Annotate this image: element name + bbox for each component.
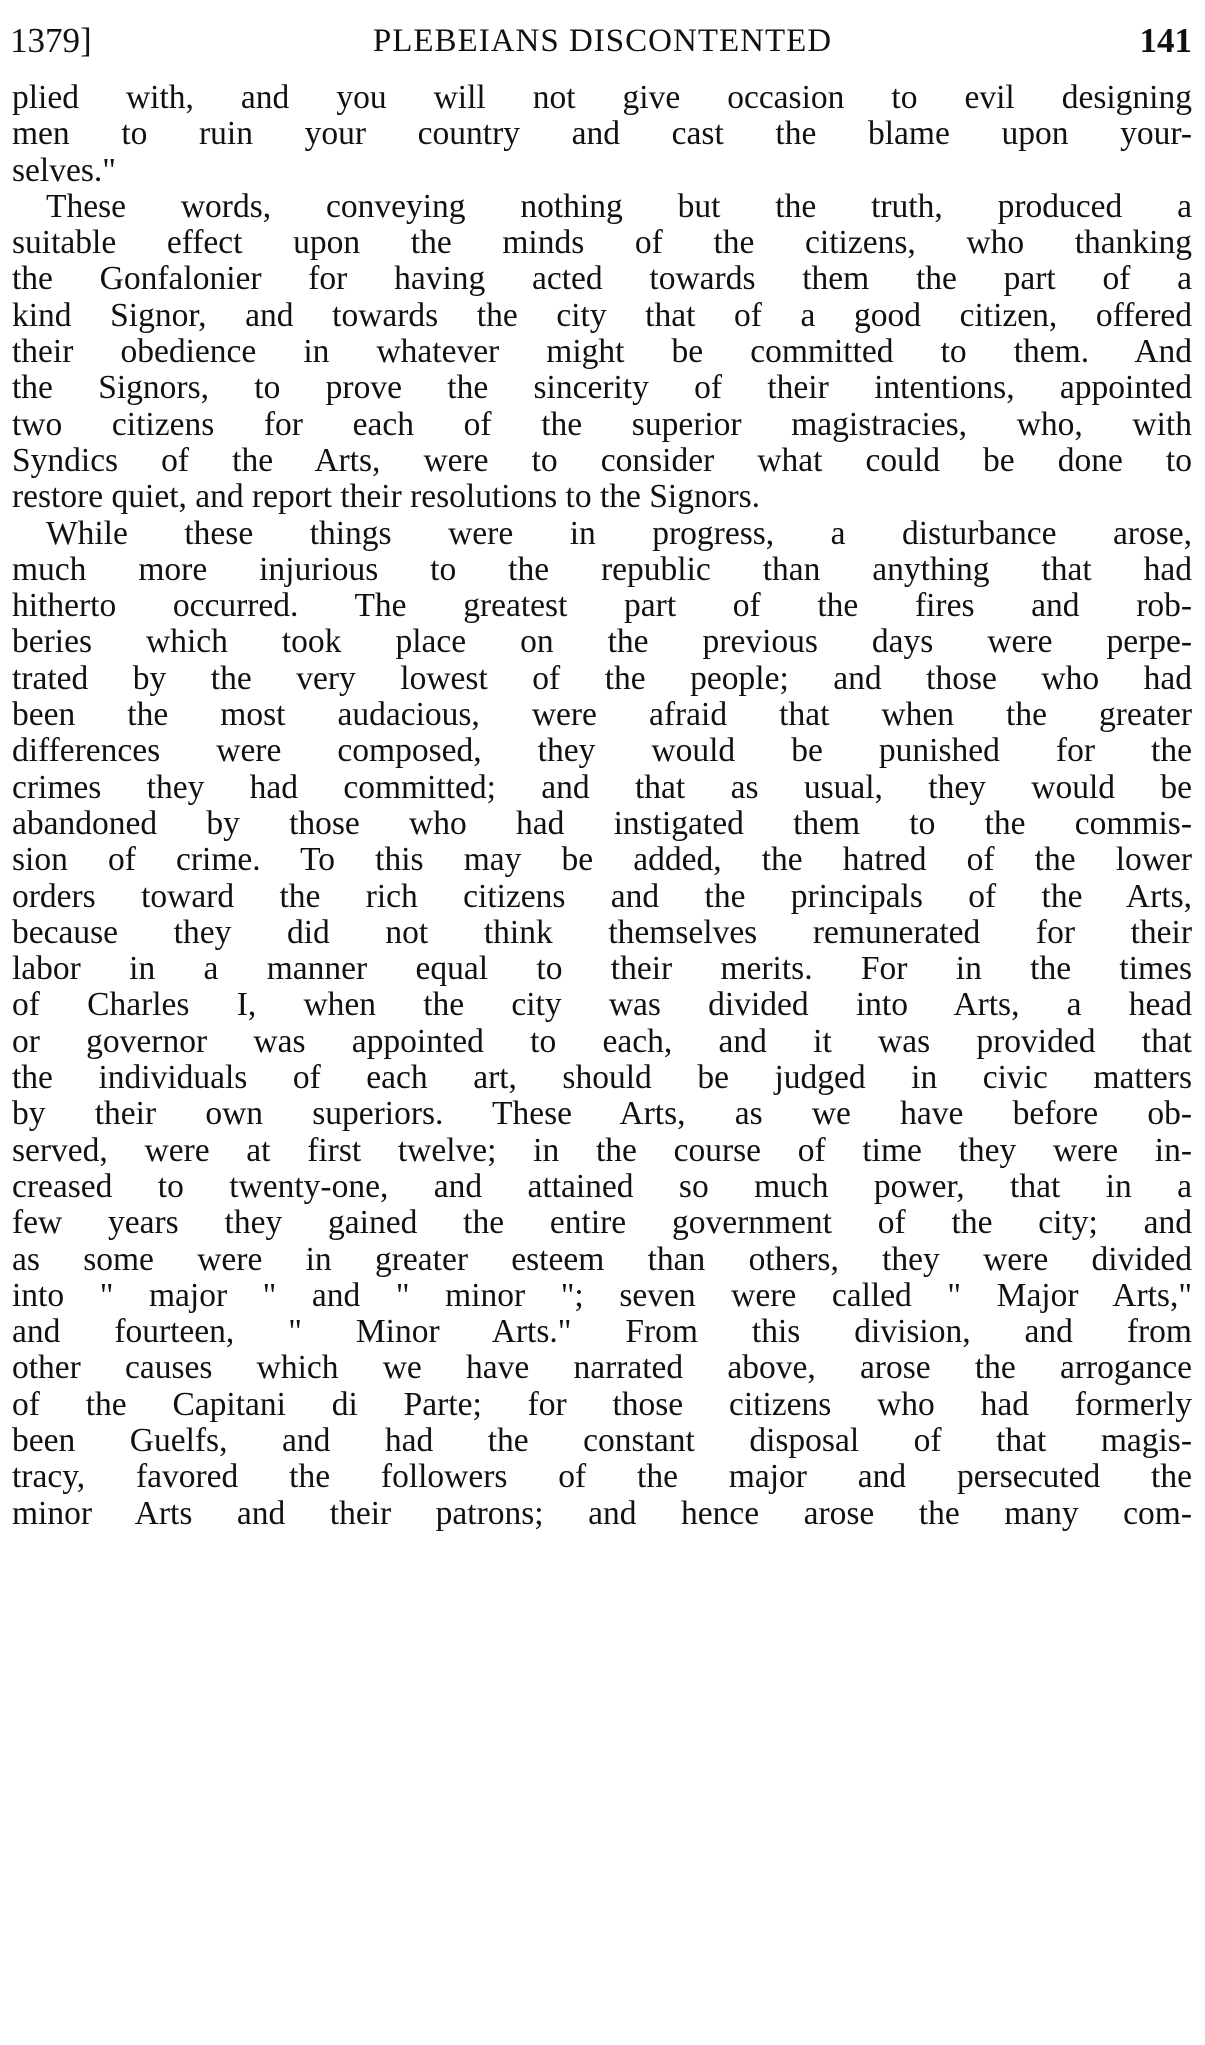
text-line: much more injurious to the republic than anything that had (12, 551, 1192, 588)
running-header (10, 18, 1195, 64)
text-line: These words, conveying nothing but the truth, produced a (46, 188, 1192, 225)
text-line: beries which took place on the previous days were perpe- (12, 624, 1192, 661)
text-line: few years they gained the entire government of the city; and (12, 1205, 1192, 1242)
text-line: as some were in greater esteem than others, they were divided (12, 1241, 1192, 1278)
text-line: into " major " and " minor "; seven were called " Major Arts," (12, 1277, 1192, 1314)
text-line: other causes which we have narrated above, arose the arrogance (12, 1350, 1192, 1387)
text-line: sion of crime. To this may be added, the hatred of the lower (12, 842, 1192, 879)
text-line: or governor was appointed to each, and it was provided that (12, 1023, 1192, 1060)
text-line: men to ruin your country and cast the blame upon your- (12, 116, 1192, 153)
text-line: of the Capitani di Parte; for those citizens who had formerly (12, 1386, 1192, 1423)
text-line: because they did not think themselves remunerated for their (12, 914, 1192, 951)
header-year: 1379] (10, 21, 92, 60)
page-number: 141 (1139, 21, 1192, 60)
text-line: trated by the very lowest of the people; and those who had (12, 660, 1192, 697)
text-line: differences were composed, they would be punished for the (12, 733, 1192, 770)
header-title: PLEBEIANS DISCONTENTED (372, 23, 833, 59)
text-line: creased to twenty-one, and attained so much power, that in a (12, 1168, 1192, 1205)
text-line: the individuals of each art, should be judged in civic matters (12, 1060, 1192, 1097)
body-text (12, 80, 1192, 1532)
text-line: orders toward the rich citizens and the principals of the Arts, (12, 878, 1192, 915)
text-line: the Signors, to prove the sincerity of their intentions, appointed (12, 370, 1192, 407)
text-line: their obedience in whatever might be committed to them. And (12, 334, 1192, 371)
text-line: and fourteen, " Minor Arts." From this division, and from (12, 1314, 1192, 1351)
text-line: kind Signor, and towards the city that of a good citizen, offered (12, 297, 1192, 334)
text-line: labor in a manner equal to their merits. For in the times (12, 951, 1192, 988)
text-line: been Guelfs, and had the constant disposal of that magis- (12, 1422, 1192, 1459)
text-line: plied with, and you will not give occasion to evil designing (12, 80, 1192, 116)
text-line: While these things were in progress, a disturbance arose, (46, 515, 1192, 552)
text-line: abandoned by those who had instigated them to the commis- (12, 805, 1192, 842)
text-line: tracy, favored the followers of the major and persecuted the (12, 1459, 1192, 1496)
text-line: restore quiet, and report their resolutions to the Signors. (12, 479, 761, 516)
text-line: suitable effect upon the minds of the citizens, who thanking (12, 225, 1192, 262)
text-line: crimes they had committed; and that as usual, they would be (12, 769, 1192, 806)
text-line: minor Arts and their patrons; and hence arose the many com- (12, 1495, 1192, 1532)
text-line: selves." (12, 152, 116, 189)
text-line: hitherto occurred. The greatest part of the fires and rob- (12, 588, 1192, 625)
text-line: two citizens for each of the superior magistracies, who, with (12, 406, 1192, 443)
text-line: by their own superiors. These Arts, as we have before ob- (12, 1096, 1192, 1133)
text-line: of Charles I, when the city was divided into Arts, a head (12, 987, 1192, 1024)
text-line: the Gonfalonier for having acted towards them the part of a (12, 261, 1192, 298)
text-line: been the most audacious, were afraid that when the greater (12, 697, 1192, 734)
text-line: served, were at first twelve; in the course of time they were in- (12, 1132, 1192, 1169)
text-line: Syndics of the Arts, were to consider what could be done to (12, 442, 1192, 479)
